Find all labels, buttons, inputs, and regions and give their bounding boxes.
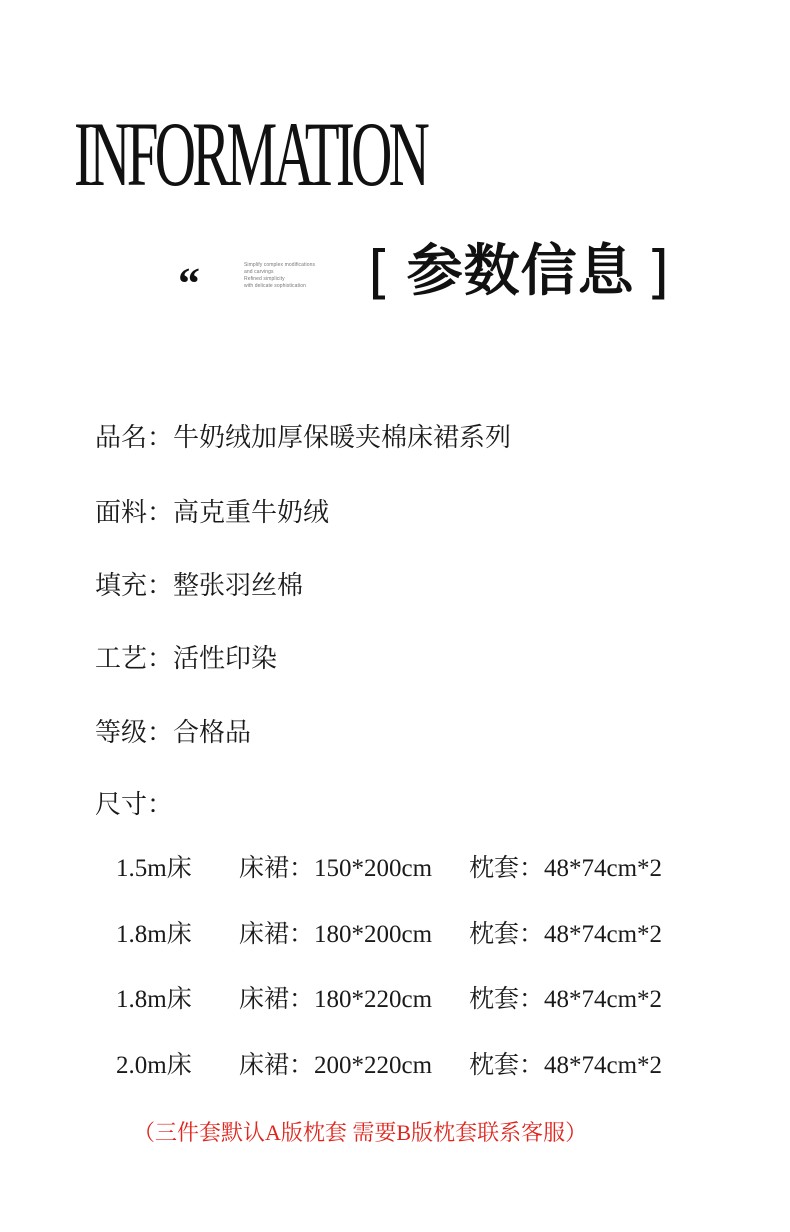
spec-row-grade [95,713,251,753]
bed-skirt-size: 床裙：200*220cm [239,1052,433,1079]
section-heading [368,236,669,308]
pillowcase-size: 枕套：48*74cm*2 [469,1052,663,1079]
tagline [244,262,354,290]
spec-label: 工艺： [95,644,174,674]
section-title: 参数信息 [406,239,635,304]
bed-size: 1.5m床 [116,855,192,882]
tagline-line: with delicate sophistication [244,283,306,289]
pillowcase-size: 枕套：48*74cm*2 [469,986,663,1013]
spec-label: 品名： [95,423,174,453]
spec-row-size [95,785,173,825]
bed-skirt-size: 床裙：180*220cm [239,986,433,1013]
spec-row-filling [95,566,303,606]
bed-size: 1.8m床 [116,921,192,948]
spec-value: 活性印染 [173,644,278,674]
spec-label: 面料： [95,498,174,528]
spec-value: 牛奶绒加厚保暖夹棉床裙系列 [173,423,512,453]
pillowcase-size: 枕套：48*74cm*2 [469,855,663,882]
spec-value: 高克重牛奶绒 [173,498,330,528]
tagline-line: Simplify complex modifications [244,262,316,268]
spec-label: 等级： [95,718,174,748]
bed-skirt-size: 床裙：180*200cm [239,921,433,948]
bed-size: 2.0m床 [116,1052,192,1079]
spec-row-name [95,418,511,458]
spec-label: 填充： [95,571,174,601]
tagline-line: and carvings [244,269,274,275]
hero-title: INFORMATION [74,103,427,205]
bed-skirt-size: 床裙：150*200cm [239,855,433,882]
bed-size: 1.8m床 [116,986,192,1013]
quote-mark-icon: “ [178,259,200,308]
spec-label: 尺寸： [95,790,174,820]
spec-value: 合格品 [173,718,252,748]
bracket-open: [ [368,238,391,306]
spec-row-fabric [95,493,329,533]
tagline-line: Refined simplicity [244,276,285,282]
pillowcase-size: 枕套：48*74cm*2 [469,921,663,948]
spec-value: 整张羽丝棉 [173,571,304,601]
spec-row-process [95,639,277,679]
bracket-close: ] [646,238,670,306]
pillowcase-note: （三件套默认A版枕套 需要B版枕套联系客服） [133,1120,588,1145]
